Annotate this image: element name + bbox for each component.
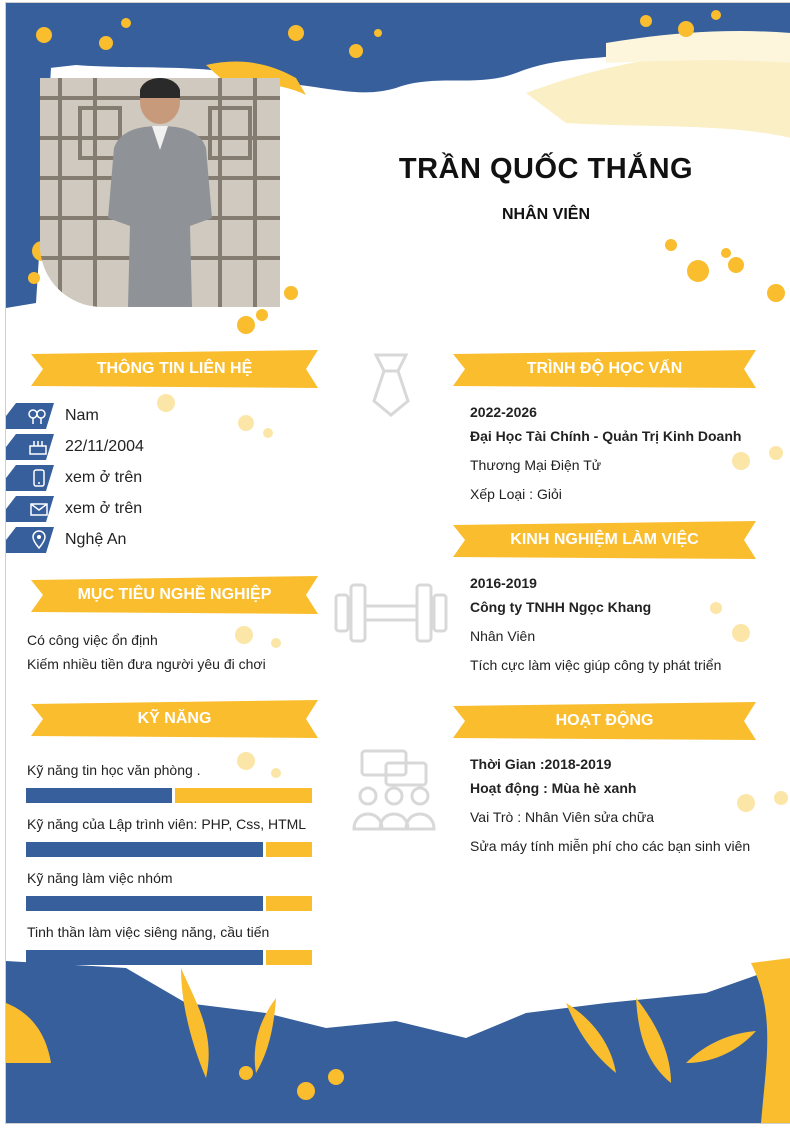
experience-company: Công ty TNHH Ngọc Khang: [470, 599, 652, 615]
objective-line-2: Kiếm nhiều tiền đưa người yêu đi chơi: [27, 656, 266, 672]
faint-splash-dot: [769, 446, 783, 460]
faint-splash-dot: [710, 602, 722, 614]
phone-icon: [6, 465, 54, 491]
skill-level-fill: [26, 842, 263, 857]
skill-label: Kỹ năng tin học văn phòng .: [27, 762, 201, 778]
skill-level-fill: [26, 896, 263, 911]
yellow-splash-dot: [665, 239, 677, 251]
yellow-splash-dot: [640, 15, 652, 27]
activity-role: Vai Trò : Nhân Viên sửa chữa: [470, 809, 654, 825]
yellow-splash-dot: [328, 1069, 344, 1085]
profile-photo: [40, 78, 280, 307]
objective-section-title: MỤC TIÊU NGHỀ NGHIỆP: [77, 586, 272, 603]
skill-level-remainder: [266, 842, 312, 857]
yellow-splash-dot: [767, 284, 785, 302]
group-chat-icon: [354, 751, 434, 829]
yellow-splash-dot: [237, 316, 255, 334]
yellow-splash-dot: [36, 27, 52, 43]
skill-label: Tinh thần làm việc siêng năng, cầu tiến: [27, 924, 270, 940]
yellow-splash-dot: [678, 21, 694, 37]
tie-icon: [374, 355, 408, 415]
dumbbell-icon: [336, 585, 446, 641]
faint-splash-dot: [237, 752, 255, 770]
contact-location-text: Nghệ An: [65, 531, 127, 548]
activity-name: Hoạt động : Mùa hè xanh: [470, 780, 637, 796]
yellow-splash-dot: [728, 257, 744, 273]
activities-section-banner: [453, 702, 756, 740]
skill-level-bar: [26, 842, 312, 857]
contact-phone-text: xem ở trên: [65, 469, 143, 486]
skills-section-title: KỸ NĂNG: [137, 710, 212, 727]
skill-level-bar: [26, 788, 312, 803]
objective-line-1: Có công việc ổn định: [27, 632, 158, 648]
faint-splash-dot: [737, 794, 755, 812]
yellow-splash-dot: [349, 44, 363, 58]
faint-splash-dot: [263, 428, 273, 438]
yellow-splash-dot: [687, 260, 709, 282]
faint-splash-dot: [157, 394, 175, 412]
person-in-grey-suit-photo: [40, 78, 280, 307]
objective-section-banner: [31, 576, 318, 614]
candidate-name: TRẦN QUỐC THẮNG: [398, 153, 694, 185]
faint-splash-dot: [732, 452, 750, 470]
skill-level-fill: [26, 950, 263, 965]
location-pin-icon: [6, 527, 54, 553]
skills-section-banner: [31, 700, 318, 738]
education-school: Đại Học Tài Chính - Quản Trị Kinh Doanh: [470, 428, 742, 444]
gender-icon: [6, 403, 54, 429]
cv-sheet: [5, 2, 790, 1124]
yellow-splash-dot: [121, 18, 131, 28]
activities-section-title: HOẠT ĐỘNG: [555, 712, 654, 729]
footer-blue-shape: [6, 961, 790, 1123]
skill-level-remainder: [266, 950, 312, 965]
skill-level-remainder: [266, 896, 312, 911]
yellow-splash-dot: [721, 248, 731, 258]
yellow-splash-dot: [374, 29, 382, 37]
contact-email-text: xem ở trên: [65, 500, 143, 517]
mail-icon: [6, 496, 54, 522]
yellow-splash-dot: [239, 1066, 253, 1080]
yellow-splash-dot: [99, 36, 113, 50]
skill-label: Kỹ năng làm việc nhóm: [27, 870, 173, 886]
yellow-splash-dot: [256, 309, 268, 321]
contact-gender-text: Nam: [65, 407, 99, 424]
skill-level-bar: [26, 896, 312, 911]
experience-period: 2016-2019: [470, 575, 537, 591]
skill-level-remainder: [175, 788, 312, 803]
yellow-splash-dot: [284, 286, 298, 300]
cream-brush-stroke: [526, 53, 790, 138]
skill-level-fill: [26, 788, 172, 803]
education-period: 2022-2026: [470, 404, 537, 420]
faint-splash-dot: [271, 768, 281, 778]
activity-period: Thời Gian :2018-2019: [470, 756, 612, 772]
education-section-banner: [453, 350, 756, 388]
contact-section-banner: [31, 350, 318, 388]
education-section-title: TRÌNH ĐỘ HỌC VẤN: [526, 360, 683, 377]
faint-splash-dot: [774, 791, 788, 805]
experience-description: Tích cực làm việc giúp công ty phát triển: [470, 657, 722, 673]
faint-splash-dot: [235, 626, 253, 644]
yellow-splash-dot: [28, 272, 40, 284]
education-major: Thương Mại Điện Tử: [470, 457, 602, 473]
skill-level-bar: [26, 950, 312, 965]
faint-splash-dot: [238, 415, 254, 431]
experience-section-banner: [453, 521, 756, 559]
education-grade: Xếp Loại : Giỏi: [470, 486, 562, 502]
contact-section-title: THÔNG TIN LIÊN HỆ: [96, 360, 253, 377]
yellow-splash-dot: [711, 10, 721, 20]
skill-label: Kỹ năng của Lập trình viên: PHP, Css, HTML: [27, 816, 307, 832]
experience-section-title: KINH NGHIỆM LÀM VIỆC: [510, 531, 699, 548]
experience-position: Nhân Viên: [470, 628, 536, 644]
faint-splash-dot: [732, 624, 750, 642]
activity-description: Sửa máy tính miễn phí cho các bạn sinh viên: [470, 838, 751, 854]
contact-birthday-text: 22/11/2004: [65, 438, 144, 455]
candidate-role: NHÂN VIÊN: [501, 206, 590, 223]
faint-splash-dot: [271, 638, 281, 648]
yellow-splash-dot: [297, 1082, 315, 1100]
birthday-cake-icon: [6, 434, 54, 460]
yellow-splash-dot: [288, 25, 304, 41]
